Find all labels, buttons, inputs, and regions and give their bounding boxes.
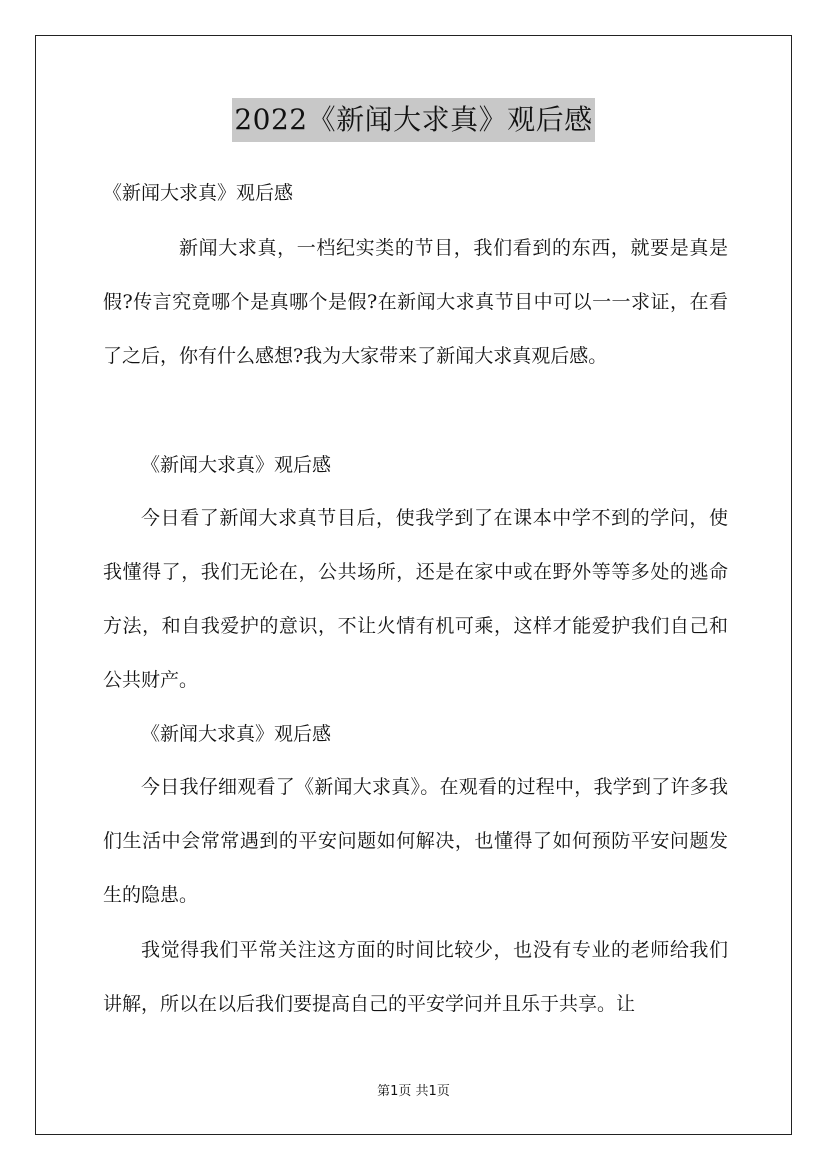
subheading: 《新闻大求真》观后感 [103,182,294,204]
page-footer: 第1页 共1页 [377,1084,450,1099]
title-container [0,98,827,142]
paragraph: 今日我仔细观看了《新闻大求真》。在观看的过程中，我学到了许多我们生活中会常常遇到的平安问题如何解决，也懂得了如何预防平安问题发生的隐患。 [103,776,728,906]
subheading: 《新闻大求真》观后感 [141,454,332,476]
paragraph: 我觉得我们平常关注这方面的时间比较少，也没有专业的老师给我们讲解，所以在以后我们要提高自己的平安学问并且乐于共享。让 [103,939,728,1015]
paragraph: 今日看了新闻大求真节目后，使我学到了在课本中学不到的学问，使我懂得了，我们无论在，公共场所，还是在家中或在野外等等多处的逃命方法，和自我爱护的意识，不让火情有机可乘，这样才能爱护我们自己和公共财产。 [103,507,728,691]
subheading: 《新闻大求真》观后感 [141,723,332,745]
paragraph: 新闻大求真，一档纪实类的节目，我们看到的东西，就要是真是假?传言究竟哪个是真哪个是假?在新闻大求真节目中可以一一求证，在看了之后，你有什么感想?我为大家带来了新闻大求真观后感。 [103,237,728,367]
document-title: 2022《新闻大求真》观后感 [232,98,594,142]
